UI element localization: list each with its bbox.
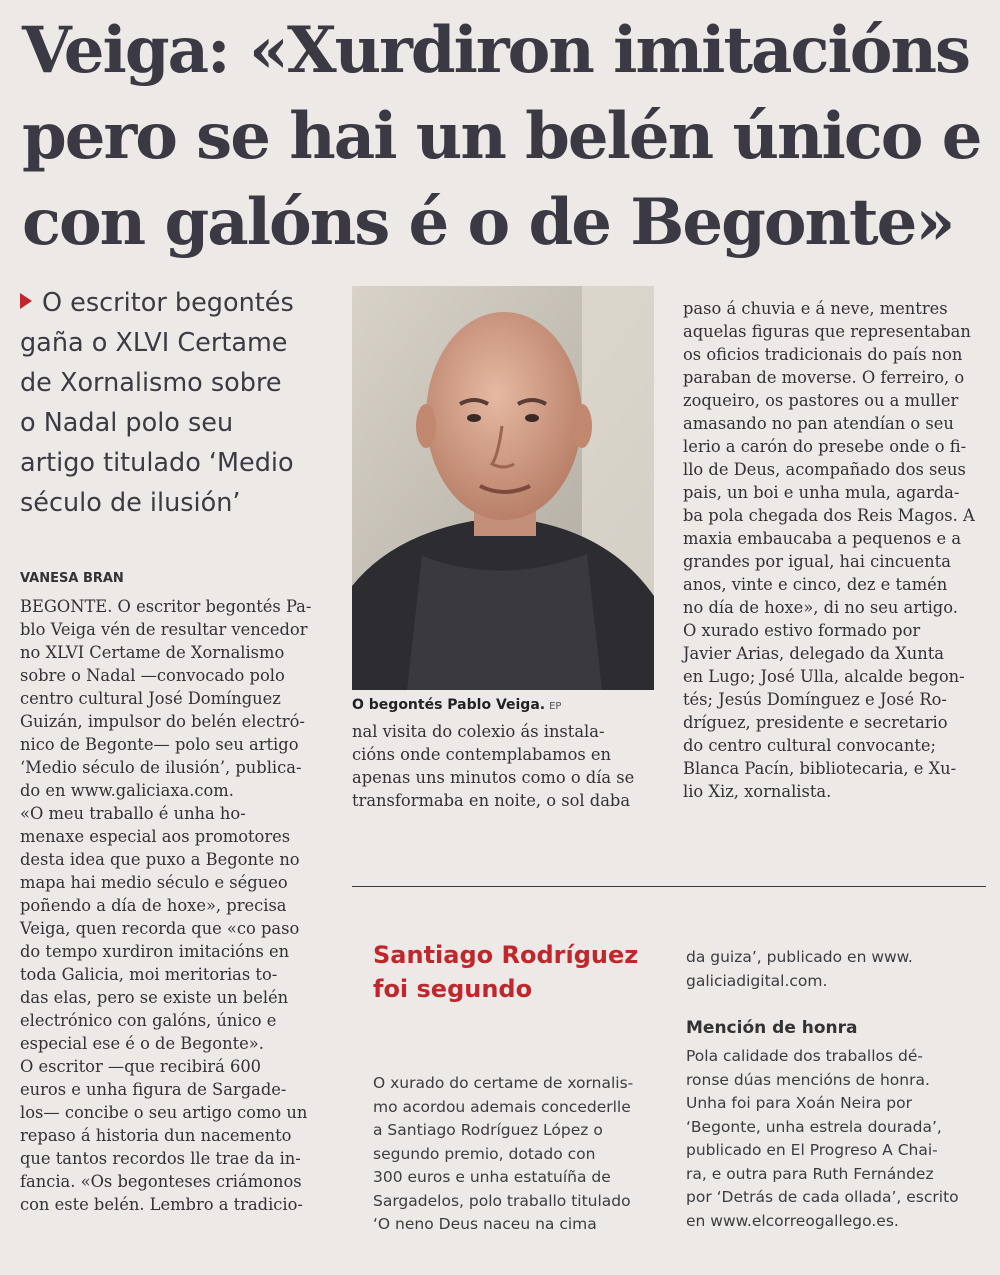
article-column-1: BEGONTE. O escritor begontés Pa- blo Veiga vén de resultar vencedor no XLVI Certame de Xornalismo sobre o Nadal —convocado polo centro cultural José Domínguez Guizán, impulsor do belén electró- nico de Begonte— polo seu artigo ‘Medio século de ilusión’, publica- do en www.galiciaxa.com. «O meu traballo é unha ho- menaxe especial aos promotores desta idea que puxo a Begonte no mapa hai medio século e ségueo poñendo a día de hoxe», precisa Veiga, quen recorda que «co paso do tempo xurdiron imitacións en toda Galicia, moi meritorias to- das elas, pero se existe un belén electrónico con galóns, único e especial ese é o de Begonte». O escritor —que recibirá 600 euros e unha figura de Sargade- los— concibe o seu artigo como un repaso á historia dun nacemento que tantos recordos lle trae da in- fancia. «Os begonteses criámonos con este belén. Lembro a tradicio- (20, 597, 312, 1214)
deck-text: O escritor begontés gaña o XLVI Certame de Xornalismo sobre o Nadal polo seu artigo titulado ‘Medio século de ilusión’ (20, 288, 294, 518)
mention-heading: Mención de honra (686, 1018, 858, 1038)
photo-credit: EP (549, 701, 562, 712)
portrait-photo (352, 286, 654, 690)
section-divider (352, 886, 986, 887)
article-column-3: paso á chuvia e á neve, mentres aquelas figuras que representaban os oficios tradicionais do país non paraban de moverse. O ferreiro, o zoqueiro, os pastores ou a muller amasando no pan atendían o seu lerio a carón do presebe onde o fi- llo de Deus, acompañado dos seus pais, un boi e unha mula, agarda- ba pola chegada dos Reis Magos. A maxia embaucaba a pequenos e a grandes por igual, hai cincuenta anos, vinte e cinco, dez e tamén no día de hoxe», di no seu artigo. O xurado estivo formado por Javier Arias, delegado da Xunta en Lugo; José Ulla, alcalde begon- tés; Jesús Domínguez e José Ro- dríguez, presidente e secretario do centro cultural convocante; Blanca Pacín, bibliotecaria, e Xu- lio Xiz, xornalista. (683, 299, 975, 801)
sidebar-paragraph-1-continued: da guiza’, publicado en www. galiciadigital.com. (686, 948, 913, 990)
deck (20, 283, 340, 523)
sidebar-title: Santiago Rodríguez foi segundo (373, 941, 639, 1003)
headline: Veiga: «Xurdiron imitacións pero se hai un belén único e con galóns é o de Begonte» (22, 13, 981, 260)
article-column-2: nal visita do colexio ás instala- cións onde contemplabamos en apenas uns minutos como o día se transformaba en noite, o sol daba (352, 722, 635, 810)
mention-paragraph: Pola calidade dos traballos dé- ronse dúas mencións de honra. Unha foi para Xoán Neira por ‘Begonte, unha estrela dourada’, publicado en El Progreso A Chai- ra, e outra para Ruth Fernández por ‘Detrás de cada ollada’, escrito en www.elcorreogallego.es. (686, 1047, 959, 1230)
portrait-illustration (352, 286, 654, 690)
sidebar-paragraph-1: O xurado do certame de xornalis- mo acordou ademais concederlle a Santiago Rodríguez López o segundo premio, dotado con 300 euros e unha estatuíña de Sargadelos, polo traballo titulado ‘O neno Deus naceu na cima (373, 1074, 634, 1233)
caption-text: O begontés Pablo Veiga. (352, 697, 546, 713)
photo-caption (352, 697, 561, 713)
byline: VANESA BRAN (20, 571, 124, 586)
red-triangle-bullet-icon (20, 293, 32, 309)
